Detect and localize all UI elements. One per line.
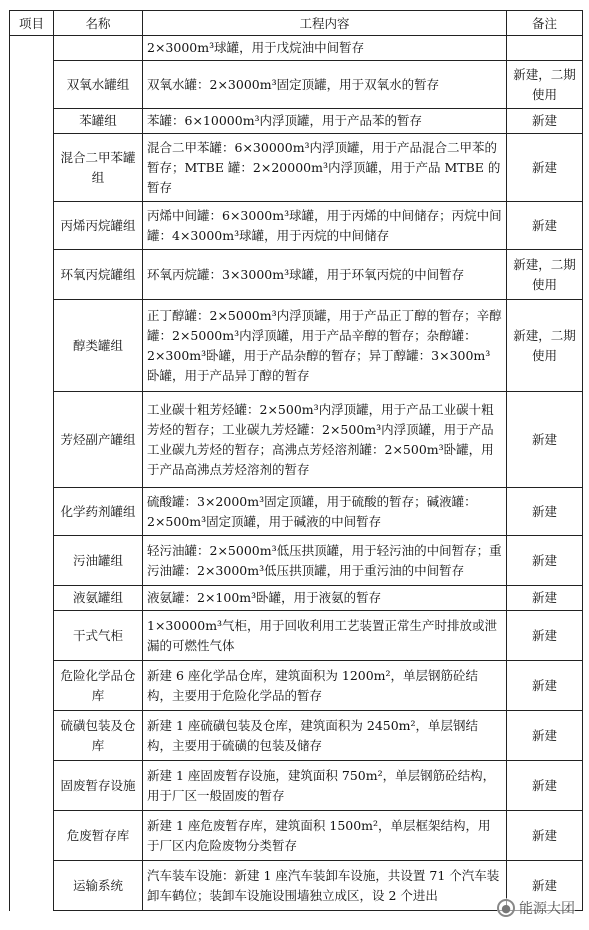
table-row	[10, 250, 583, 300]
table-row	[10, 61, 583, 109]
row-note: 新建	[507, 761, 583, 811]
row-name: 苯罐组	[54, 109, 143, 134]
row-name: 化学药剂罐组	[54, 488, 143, 536]
row-content: 新建 1 座硫磺包装及仓库，建筑面积为 2450m²，单层钢结构，主要用于硫磺的包装及储存	[143, 711, 507, 761]
row-note: 新建	[507, 861, 583, 911]
row-name: 固废暂存设施	[54, 761, 143, 811]
table-row	[10, 586, 583, 611]
table-row	[10, 392, 583, 488]
row-content: 新建 6 座化学品仓库，建筑面积为 1200m²，单层钢筋砼结构，主要用于危险化学品的暂存	[143, 661, 507, 711]
header-name: 名称	[54, 11, 143, 36]
row-name: 危废暂存库	[54, 811, 143, 861]
table-row	[10, 811, 583, 861]
row-note: 新建，二期使用	[507, 250, 583, 300]
table-row	[10, 36, 583, 61]
row-content: 液氨罐：2×100m³卧罐，用于液氨的暂存	[143, 586, 507, 611]
row-content: 硫酸罐：3×2000m³固定顶罐，用于硫酸的暂存；碱液罐：2×500m³固定顶罐，用于碱液的中间暂存	[143, 488, 507, 536]
row-name: 运输系统	[54, 861, 143, 911]
watermark-text: 能源大团	[519, 901, 575, 917]
row-content: 轻污油罐：2×5000m³低压拱顶罐，用于轻污油的中间暂存；重污油罐：2×3000m³低压拱顶罐，用于重污油的中间暂存	[143, 536, 507, 586]
row-note: 新建，二期使用	[507, 61, 583, 109]
item-cell	[10, 36, 54, 911]
row-name: 混合二甲苯罐组	[54, 134, 143, 202]
row-content: 丙烯中间罐：6×3000m³球罐，用于丙烯的中间储存；丙烷中间罐：4×3000m³球罐，用于丙烷的中间储存	[143, 202, 507, 250]
row-content: 苯罐：6×10000m³内浮顶罐，用于产品苯的暂存	[143, 109, 507, 134]
table-row	[10, 488, 583, 536]
row-name: 醇类罐组	[54, 300, 143, 392]
row-name	[54, 36, 143, 61]
row-name: 污油罐组	[54, 536, 143, 586]
header-content: 工程内容	[143, 11, 507, 36]
row-content: 正丁醇罐：2×5000m³内浮顶罐，用于产品正丁醇的暂存；辛醇罐：2×5000m³内浮顶罐，用于产品辛醇的暂存；杂醇罐：2×300m³卧罐，用于产品杂醇的暂存；异丁醇罐：3×300m³卧罐，用于产品异丁醇的暂存	[143, 300, 507, 392]
table-row	[10, 109, 583, 134]
row-name: 硫磺包装及仓库	[54, 711, 143, 761]
table-row	[10, 611, 583, 661]
table-row	[10, 134, 583, 202]
row-content: 环氧丙烷罐：3×3000m³球罐，用于环氧丙烷的中间暂存	[143, 250, 507, 300]
row-note: 新建	[507, 811, 583, 861]
row-content: 1×30000m³气柜，用于回收利用工艺装置正常生产时排放或泄漏的可燃性气体	[143, 611, 507, 661]
row-note: 新建	[507, 536, 583, 586]
row-note: 新建	[507, 711, 583, 761]
row-note: 新建	[507, 392, 583, 488]
row-name: 液氨罐组	[54, 586, 143, 611]
project-table	[9, 10, 583, 911]
row-note: 新建	[507, 611, 583, 661]
row-content: 双氧水罐：2×3000m³固定顶罐，用于双氧水的暂存	[143, 61, 507, 109]
row-note: 新建，二期使用	[507, 300, 583, 392]
row-content: 新建 1 座危废暂存库，建筑面积 1500m²，单层框架结构，用于厂区内危险废物分类暂存	[143, 811, 507, 861]
table-row	[10, 661, 583, 711]
row-note	[507, 36, 583, 61]
watermark	[497, 898, 575, 918]
wechat-icon: ●	[497, 899, 515, 917]
row-note: 新建	[507, 586, 583, 611]
row-name: 危险化学品仓库	[54, 661, 143, 711]
row-content: 汽车装车设施：新建 1 座汽车装卸车设施，共设置 71 个汽车装卸车鹤位；装卸车设施设围墙独立成区，设 2 个进出	[143, 861, 507, 911]
row-note: 新建	[507, 661, 583, 711]
row-name: 干式气柜	[54, 611, 143, 661]
row-name: 芳烃副产罐组	[54, 392, 143, 488]
table-row	[10, 711, 583, 761]
table-row	[10, 536, 583, 586]
header-item: 项目	[10, 11, 54, 36]
row-note: 新建	[507, 109, 583, 134]
row-note: 新建	[507, 202, 583, 250]
row-name: 双氧水罐组	[54, 61, 143, 109]
table-row	[10, 202, 583, 250]
row-name: 环氧丙烷罐组	[54, 250, 143, 300]
table-row	[10, 761, 583, 811]
row-name: 丙烯丙烷罐组	[54, 202, 143, 250]
row-note: 新建	[507, 488, 583, 536]
table-header-row	[10, 11, 583, 36]
row-content: 2×3000m³球罐，用于戊烷油中间暂存	[143, 36, 507, 61]
row-content: 工业碳十粗芳烃罐：2×500m³内浮顶罐，用于产品工业碳十粗芳烃的暂存；工业碳九芳烃罐：2×500m³内浮顶罐，用于产品工业碳九芳烃的暂存；高沸点芳烃溶剂罐：2×500m³卧罐，用于产品高沸点芳烃溶剂的暂存	[143, 392, 507, 488]
row-content: 新建 1 座固废暂存设施，建筑面积 750m²，单层钢筋砼结构，用于厂区一般固废的暂存	[143, 761, 507, 811]
header-note: 备注	[507, 11, 583, 36]
row-note: 新建	[507, 134, 583, 202]
table-row	[10, 300, 583, 392]
row-content: 混合二甲苯罐：6×30000m³内浮顶罐，用于产品混合二甲苯的暂存；MTBE 罐：2×20000m³内浮顶罐，用于产品 MTBE 的暂存	[143, 134, 507, 202]
